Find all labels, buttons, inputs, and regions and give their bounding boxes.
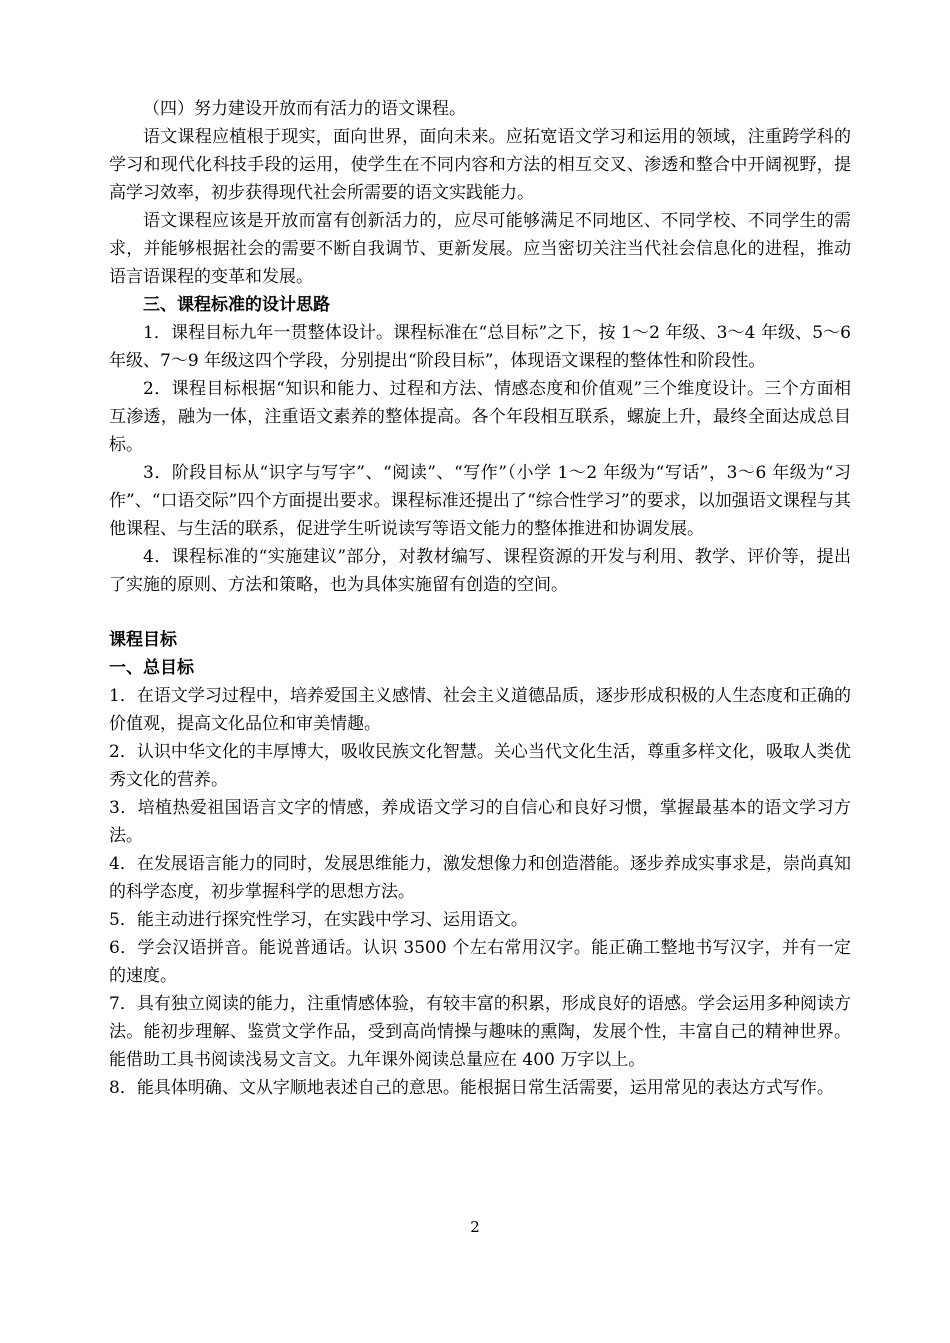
page-number: 2 <box>470 1218 480 1236</box>
goal-item-7: 7．具有独立阅读的能力，注重情感体验，有较丰富的积累，形成良好的语感。学会运用多种阅读方法。能初步理解、鉴赏文学作品，受到高尚情操与趣味的熏陶，发展个性，丰富自己的精神世界。能借助工具书阅读浅易文言文。九年课外阅读总量应在 400 万字以上。 <box>109 994 851 1070</box>
overall-goals-subtitle: 一、总目标 <box>109 658 194 678</box>
section-four-heading: （四）努力建设开放而有活力的语文课程。 <box>143 99 466 119</box>
goal-item-2: 2．认识中华文化的丰厚博大，吸收民族文化智慧。关心当代文化生活，尊重多样文化，吸取人类优秀文化的营养。 <box>109 742 851 790</box>
design-ideas-item-1: 1．课程目标九年一贯整体设计。课程标准在“总目标”之下，按 1～2 年级、3～4 年级、5～6 年级、7～9 年级这四个学段，分别提出“阶段目标”，体现语文课程的整体性和阶段性。 <box>109 323 851 371</box>
goal-item-3: 3．培植热爱祖国语言文字的情感，养成语文学习的自信心和良好习惯，掌握最基本的语文学习方法。 <box>109 798 851 846</box>
section-four-paragraph-2: 语文课程应该是开放而富有创新活力的，应尽可能够满足不同地区、不同学校、不同学生的需求，并能够根据社会的需要不断自我调节、更新发展。应当密切关注当代社会信息化的进程，推动语言语课程的变革和发展。 <box>109 211 851 287</box>
goal-item-1: 1．在语文学习过程中，培养爱国主义感情、社会主义道德品质，逐步形成积极的人生态度和正确的价值观，提高文化品位和审美情趣。 <box>109 686 851 734</box>
design-ideas-item-3: 3．阶段目标从“识字与写字”、“阅读”、“写作”（小学 1～2 年级为“写话”，3～6 年级为“习作”、“口语交际”四个方面提出要求。课程标准还提出了“综合性学习”的要求，以加强语文课程与其他课程、与生活的联系，促进学生听说读写等语文能力的整体推进和协调发展。 <box>109 463 851 539</box>
goal-item-4: 4．在发展语言能力的同时，发展思维能力，激发想像力和创造潜能。逐步养成实事求是，崇尚真知的科学态度，初步掌握科学的思想方法。 <box>109 854 851 902</box>
goal-item-8: 8．能具体明确、文从字顺地表述自己的意思。能根据日常生活需要，运用常见的表达方式写作。 <box>109 1078 834 1098</box>
goal-item-6: 6．学会汉语拼音。能说普通话。认识 3500 个左右常用汉字。能正确工整地书写汉字，并有一定的速度。 <box>109 938 851 986</box>
section-four-paragraph-1: 语文课程应植根于现实，面向世界，面向未来。应拓宽语文学习和运用的领域，注重跨学科的学习和现代化科技手段的运用，使学生在不同内容和方法的相互交叉、渗透和整合中开阔视野，提高学习效率，初步获得现代社会所需要的语文实践能力。 <box>109 127 851 203</box>
goal-item-5: 5．能主动进行探究性学习，在实践中学习、运用语文。 <box>109 910 528 930</box>
design-ideas-heading: 三、课程标准的设计思路 <box>143 295 330 315</box>
course-goals-title: 课程目标 <box>109 630 177 650</box>
design-ideas-item-4: 4．课程标准的“实施建议”部分，对教材编写、课程资源的开发与利用、教学、评价等，提出了实施的原则、方法和策略，也为具体实施留有创造的空间。 <box>109 547 851 595</box>
page-body <box>109 95 851 1102</box>
design-ideas-item-2: 2．课程目标根据“知识和能力、过程和方法、情感态度和价值观”三个维度设计。三个方面相互渗透，融为一体，注重语文素养的整体提高。各个年段相互联系，螺旋上升，最终全面达成总目标。 <box>109 379 851 455</box>
section-gap <box>109 599 851 626</box>
